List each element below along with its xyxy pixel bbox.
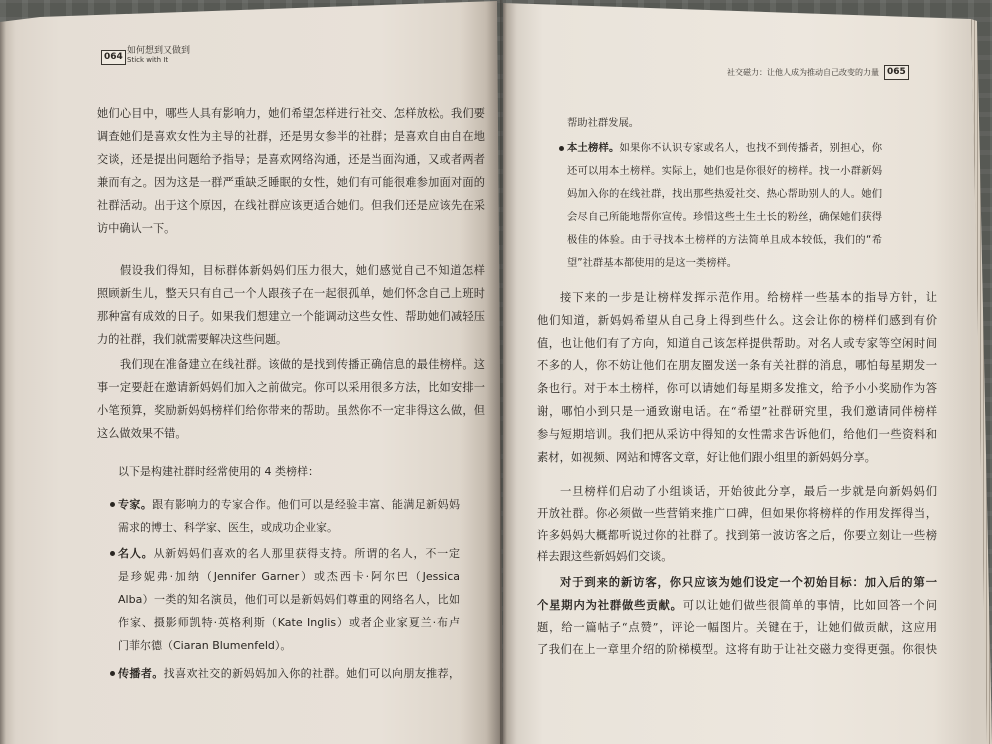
list-intro [118, 460, 460, 483]
bullet-experts [118, 493, 460, 539]
text-line: 还可以用本土榜样。实际上，她们也是你很好的榜样。找一小群新妈 [567, 165, 882, 177]
text-line: 传播者。找喜欢社交的新妈妈加入你的社群。她们可以向朋友推荐， [118, 667, 460, 680]
text-line: 那种富有成效的日子。如果我们想建立一个能调动这些女性、帮助她们减轻压 [97, 310, 485, 323]
bold-text: 专家。 [118, 498, 153, 511]
text-line: 名人。从新妈妈们喜欢的名人那里获得支持。所谓的名人，不一定 [118, 547, 460, 560]
text-line: 交谈，还是提出问题给予指导；是喜欢网络沟通，还是当面沟通，又或者两者 [97, 153, 485, 166]
text-line: 不多的人，你不妨让他们在朋友圈发送一条有关社群的消息，哪怕每星期发一 [537, 359, 937, 373]
bold-text: 名人。 [118, 547, 154, 560]
text-line: 会尽自己所能地帮你宣传。珍惜这些土生土长的粉丝，确保她们获得 [567, 211, 882, 223]
bullet-local-role-models [567, 137, 882, 275]
text-line: 门菲尔德（Ciaran Blumenfeld）。 [118, 639, 292, 652]
right-paragraph-2 [537, 481, 937, 568]
bullet-dot [559, 146, 564, 151]
bold-text: 对于到来的新访客，你只应该为她们设定一个初始目标：加入后的第一 [560, 575, 937, 589]
right-paragraph-3 [537, 571, 937, 662]
bullet-dot [110, 671, 115, 676]
bullet-continuation [567, 112, 882, 135]
text-line: 了我们在上一章里介绍的阶梯模型。这将有助于让社交磁力变得更强。你很快 [537, 643, 937, 657]
text-line: 调查她们是喜欢女性为主导的社群，还是男女参半的社群；是喜欢自由自在地 [97, 130, 485, 143]
text-line [537, 571, 937, 594]
text-line: 条也行。对于本土榜样，你可以请她们每星期多发推文，给予小小奖励作为答 [537, 382, 937, 396]
text-line: 力的社群，我们就需要解决这些问题。 [97, 333, 288, 346]
text-line: Alba）一类的知名演员，他们可以是新妈妈们尊重的网络名人，比如 [118, 593, 460, 606]
right-paragraph-1 [537, 287, 937, 469]
text-line: 望”社群基本都使用的是这一类榜样。 [567, 257, 738, 269]
text-line: 事一定要赶在邀请新妈妈们加入之前做完。你可以采用很多方法，比如安排一 [97, 381, 485, 394]
bullet-celebrities [118, 542, 460, 657]
text-line: 本土榜样。如果你不认识专家或名人，也找不到传播者，别担心，你 [567, 142, 882, 154]
text-line: 访中确认一下。 [97, 222, 176, 235]
running-head: 社交磁力：让他人成为推动自己改变的力量 [727, 68, 879, 77]
right-page-number: 065 [884, 65, 909, 80]
text-line: 开放社群。你必须做一些营销来推广口碑，但如果你将榜样的作用发挥得当， [537, 506, 937, 520]
text-line: 值，也让他们有了方向，知道自己该怎样提供帮助。对名人或专家等空闲时间 [537, 336, 937, 350]
text-line: 需求的博士、科学家、医生，或成功企业家。 [118, 521, 338, 534]
text-line: 极佳的体验。由于寻找本土榜样的方法简单且成本较低，我们的“希 [567, 234, 882, 246]
text-line: 以下是构建社群时经常使用的 4 类榜样： [118, 465, 319, 478]
left-page-number: 064 [101, 50, 126, 65]
book-gutter [500, 0, 503, 744]
text-line: 是珍妮弗·加纳（Jennifer Garner）或杰西卡·阿尔巴（Jessica [118, 570, 460, 583]
bullet-dot [110, 502, 115, 507]
book-title: 如何想到又做到 [127, 46, 191, 56]
text-line: 我们现在准备建立在线社群。该做的是找到传播正确信息的最佳榜样。这 [120, 358, 485, 371]
text-line: 社群活动。出于这个原因，在线社群应该更适合她们。但我们还是应该先在采 [97, 199, 485, 212]
text-line: 个星期内为社群做些贡献。可以让她们做些很简单的事情，比如回答一个问 [537, 597, 937, 612]
text-line: 接下来的一步是让榜样发挥示范作用。给榜样一些基本的指导方针，让 [560, 291, 937, 304]
text-line: 一旦榜样们启动了小组谈话，开始彼此分享，最后一步就是向新妈妈们 [560, 485, 937, 498]
text-line: 假设我们得知，目标群体新妈妈们压力很大，她们感觉自己不知道怎样 [120, 264, 485, 277]
text-line: 题，给一篇帖子“点赞”，评论一幅图片。关键在于，让她们做贡献，这应用 [537, 620, 937, 634]
text-line: 她们心目中，哪些人具有影响力，她们希望怎样进行社交、怎样放松。我们要 [97, 107, 485, 120]
text-line: 样去跟这些新妈妈们交谈。 [537, 550, 673, 564]
text-line: 谢，哪怕小到只是一通致谢电话。在“希望”社群研究里，我们邀请同伴榜样 [537, 404, 937, 418]
text-line: 妈加入你的在线社群，找出那些热爱社交、热心帮助别人的人。她们 [567, 188, 882, 200]
text-line: 他们知道，新妈妈希望从自己身上得到些什么。这会让你的榜样们感到有价 [537, 313, 937, 327]
left-paragraph-3 [97, 353, 485, 445]
left-paragraph-1 [97, 102, 485, 240]
bold-text: 传播者。 [118, 667, 164, 680]
text-line: 照顾新生儿，整天只有自己一个人跟孩子在一起很孤单，她们怀念自己上班时 [97, 287, 485, 300]
bullet-connectors [118, 662, 460, 685]
text-line: 作家、摄影师凯特·英格利斯（Kate Inglis）或者企业家夏兰·布卢 [118, 616, 460, 629]
book-title-en: Stick with It [127, 56, 169, 64]
bold-text: 个星期内为社群做些贡献。 [537, 597, 683, 612]
text-line: 小笔预算，奖励新妈妈榜样们给你带来的帮助。虽然你不一定非得这么做，但 [97, 404, 485, 417]
text-line: 专家。跟有影响力的专家合作。他们可以是经验丰富、能满足新妈妈 [118, 498, 460, 511]
bold-text: 本土榜样。 [567, 142, 620, 154]
text-line: 许多妈妈大概都听说过你的社群了。找到第一波访客之后，你要立刻让一些榜 [537, 528, 937, 542]
text-line: 素材，如视频、网站和博客文章，好让他们跟小组里的新妈妈分享。 [537, 450, 876, 464]
left-paragraph-2 [97, 259, 485, 351]
text-line: 这么做效果不错。 [97, 427, 187, 440]
text-line: 参与短期培训。我们把从采访中得知的女性需求告诉他们，给他们一些资料和 [537, 427, 937, 441]
text-line: 帮助社群发展。 [567, 117, 640, 129]
text-line: 兼而有之。因为这是一群严重缺乏睡眠的女性，她们有可能很难参加面对面的 [97, 176, 485, 189]
bullet-dot [110, 551, 115, 556]
